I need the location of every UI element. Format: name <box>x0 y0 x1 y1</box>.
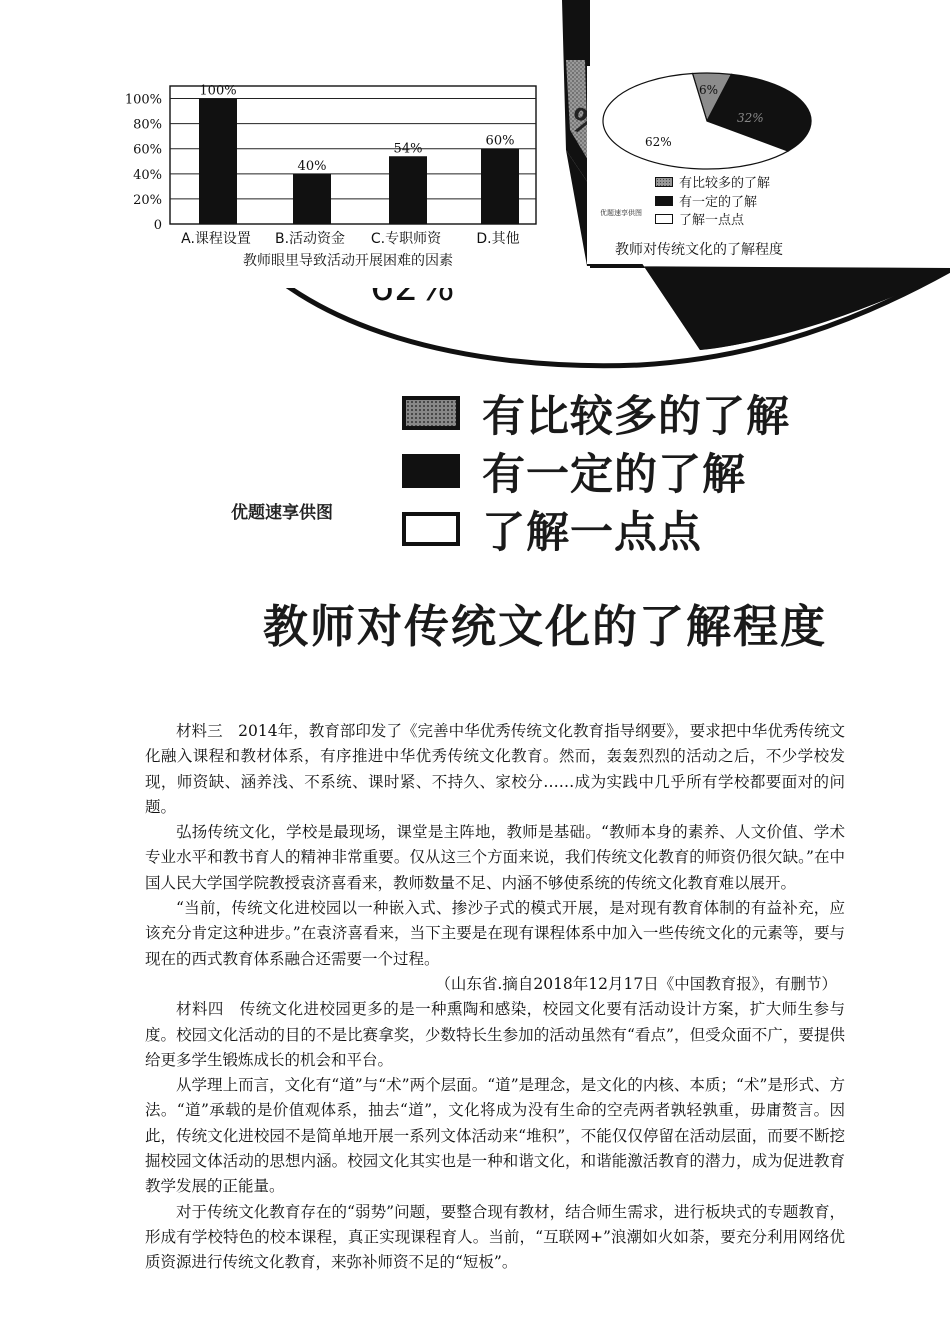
big-chart-title: 教师对传统文化的了解程度 <box>263 600 828 653</box>
paragraph: 对于传统文化教育存在的“弱势”问题，要整合现有教材，结合师生需求，进行板块式的专题教育，形成有学校特色的校本课程，真正实现课程育人。当前，“互联网+”浪潮如火如荼，要充分利用网络优质资源进行传统文化教育，来弥补师资不足的“短板”。 <box>145 1202 845 1272</box>
y-tick-label: 80% <box>133 117 162 133</box>
white-swatch-icon <box>402 512 460 546</box>
paragraph: 从学理上而言，文化有“道”与“术”两个层面。“道”是理念，是文化的内核、本质；“术”是形式、方法。“道”承载的是价值观体系，抽去“道”，文化将成为没有生命的空壳两者孰轻孰重，毋庸赘言。因此，传统文化进校园不是简单地开展一系列文体活动来“堆积”，不能仅仅停留在活动层面，而要不断挖掘校园文体活动的思想内涵。校园文化其实也是一种和谐文化，和谐能激活教育的潜力，成为促进教育教学发展的正能量。 <box>145 1076 845 1196</box>
small-legend-label: 了解一点点 <box>679 213 745 228</box>
bar-value-label: 40% <box>297 158 327 174</box>
bar-value-label: 60% <box>485 133 515 149</box>
small-pie-panel <box>587 66 830 264</box>
small-pie-title: 教师对传统文化的了解程度 <box>615 242 783 258</box>
small-legend-item-3 <box>655 209 744 228</box>
y-tick-label: 0 <box>153 218 162 233</box>
small-watermark-text: 优题速享供图 <box>600 209 642 217</box>
paragraph: 弘扬传统文化，学校是最现场，课堂是主阵地，教师是基础。“教师本身的素养、人文价值、学术专业水平和教书育人的精神非常重要。仅从这三个方面来说，我们传统文化教育的师资仍很欠缺。”在中国人民大学国学院教授袁济喜看来，教师数量不足、内涵不够使系统的传统文化教育难以展开。 <box>145 823 845 892</box>
paragraph: “当前，传统文化进校园以一种嵌入式、掺沙子式的模式开展，是对现有教育体制的有益补充，应该充分肯定这种进步。”在袁济喜看来，当下主要是在现有课程体系中加入一些传统文化的元素等，要与现在的西式教育体系融合还需要一个过程。 <box>145 899 845 968</box>
pie-slice-label: 62% <box>645 135 672 149</box>
small-pie-chart <box>587 66 830 176</box>
bar-value-label: 100% <box>199 83 237 99</box>
paragraph: 材料三 2014年，教育部印发了《完善中华优秀传统文化教育指导纲要》，要求把中华优秀传统文化融入课程和教材体系，有序推进中华优秀传统文化教育。然而，轰轰烈烈的活动之后，不少学校发现，师资缺、涵养浅、不系统、课时紧、不持久、家校分……成为实践中几乎所有学校都要面对的问题。 <box>145 722 845 816</box>
bar <box>481 149 519 224</box>
small-legend-label: 有一定的了解 <box>679 195 758 210</box>
bar-chart-panel <box>108 78 558 288</box>
pie-slice-label: 32% <box>737 111 764 125</box>
bar <box>389 156 427 224</box>
watermark-text: 优题速享供图 <box>231 503 333 523</box>
x-category-label: A.课程设置 <box>181 231 251 247</box>
bar-value-label: 54% <box>393 141 423 157</box>
bar-chart-title: 教师眼里导致活动开展困难的因素 <box>243 253 453 269</box>
article-body <box>145 719 845 1276</box>
small-legend-item-1 <box>655 172 770 191</box>
x-category-label: C.专职师资 <box>370 231 442 247</box>
big-legend-label: 有一定的了解 <box>482 449 746 500</box>
big-legend-label: 有比较多的了解 <box>482 391 790 442</box>
big-legend-item-2 <box>402 441 746 501</box>
black-swatch-icon <box>402 454 460 488</box>
bar-chart <box>108 78 558 288</box>
x-category-label: B.活动资金 <box>274 231 346 247</box>
big-legend-item-3 <box>402 499 702 559</box>
bar <box>293 174 331 224</box>
y-tick-label: 60% <box>133 142 162 158</box>
y-tick-label: 40% <box>133 167 162 183</box>
dotted-swatch-icon <box>402 396 460 430</box>
y-tick-label: 20% <box>133 192 162 208</box>
white-swatch-icon <box>655 214 673 224</box>
small-legend-item-2 <box>655 191 757 210</box>
pie-slice-label: 6% <box>699 83 719 97</box>
x-category-label: D.其他 <box>476 231 520 247</box>
big-legend-label: 了解一点点 <box>482 507 702 558</box>
small-legend-label: 有比较多的了解 <box>679 176 771 191</box>
source-citation: （山东省.摘自2018年12月17日《中国教育报》，有删节） <box>435 974 837 993</box>
dotted-swatch-icon <box>655 177 673 187</box>
y-tick-label: 100% <box>124 92 162 108</box>
black-swatch-icon <box>655 196 673 206</box>
bar <box>199 99 237 224</box>
paragraph: 材料四 传统文化进校园更多的是一种熏陶和感染，校园文化要有活动设计方案，扩大师生参与度。校园文化活动的目的不是比赛拿奖，少数特长生参加的活动虽然有“看点”，但受众面不广，要提供给更多学生锻炼成长的机会和平台。 <box>145 1000 845 1069</box>
big-legend-item-1 <box>402 383 790 443</box>
